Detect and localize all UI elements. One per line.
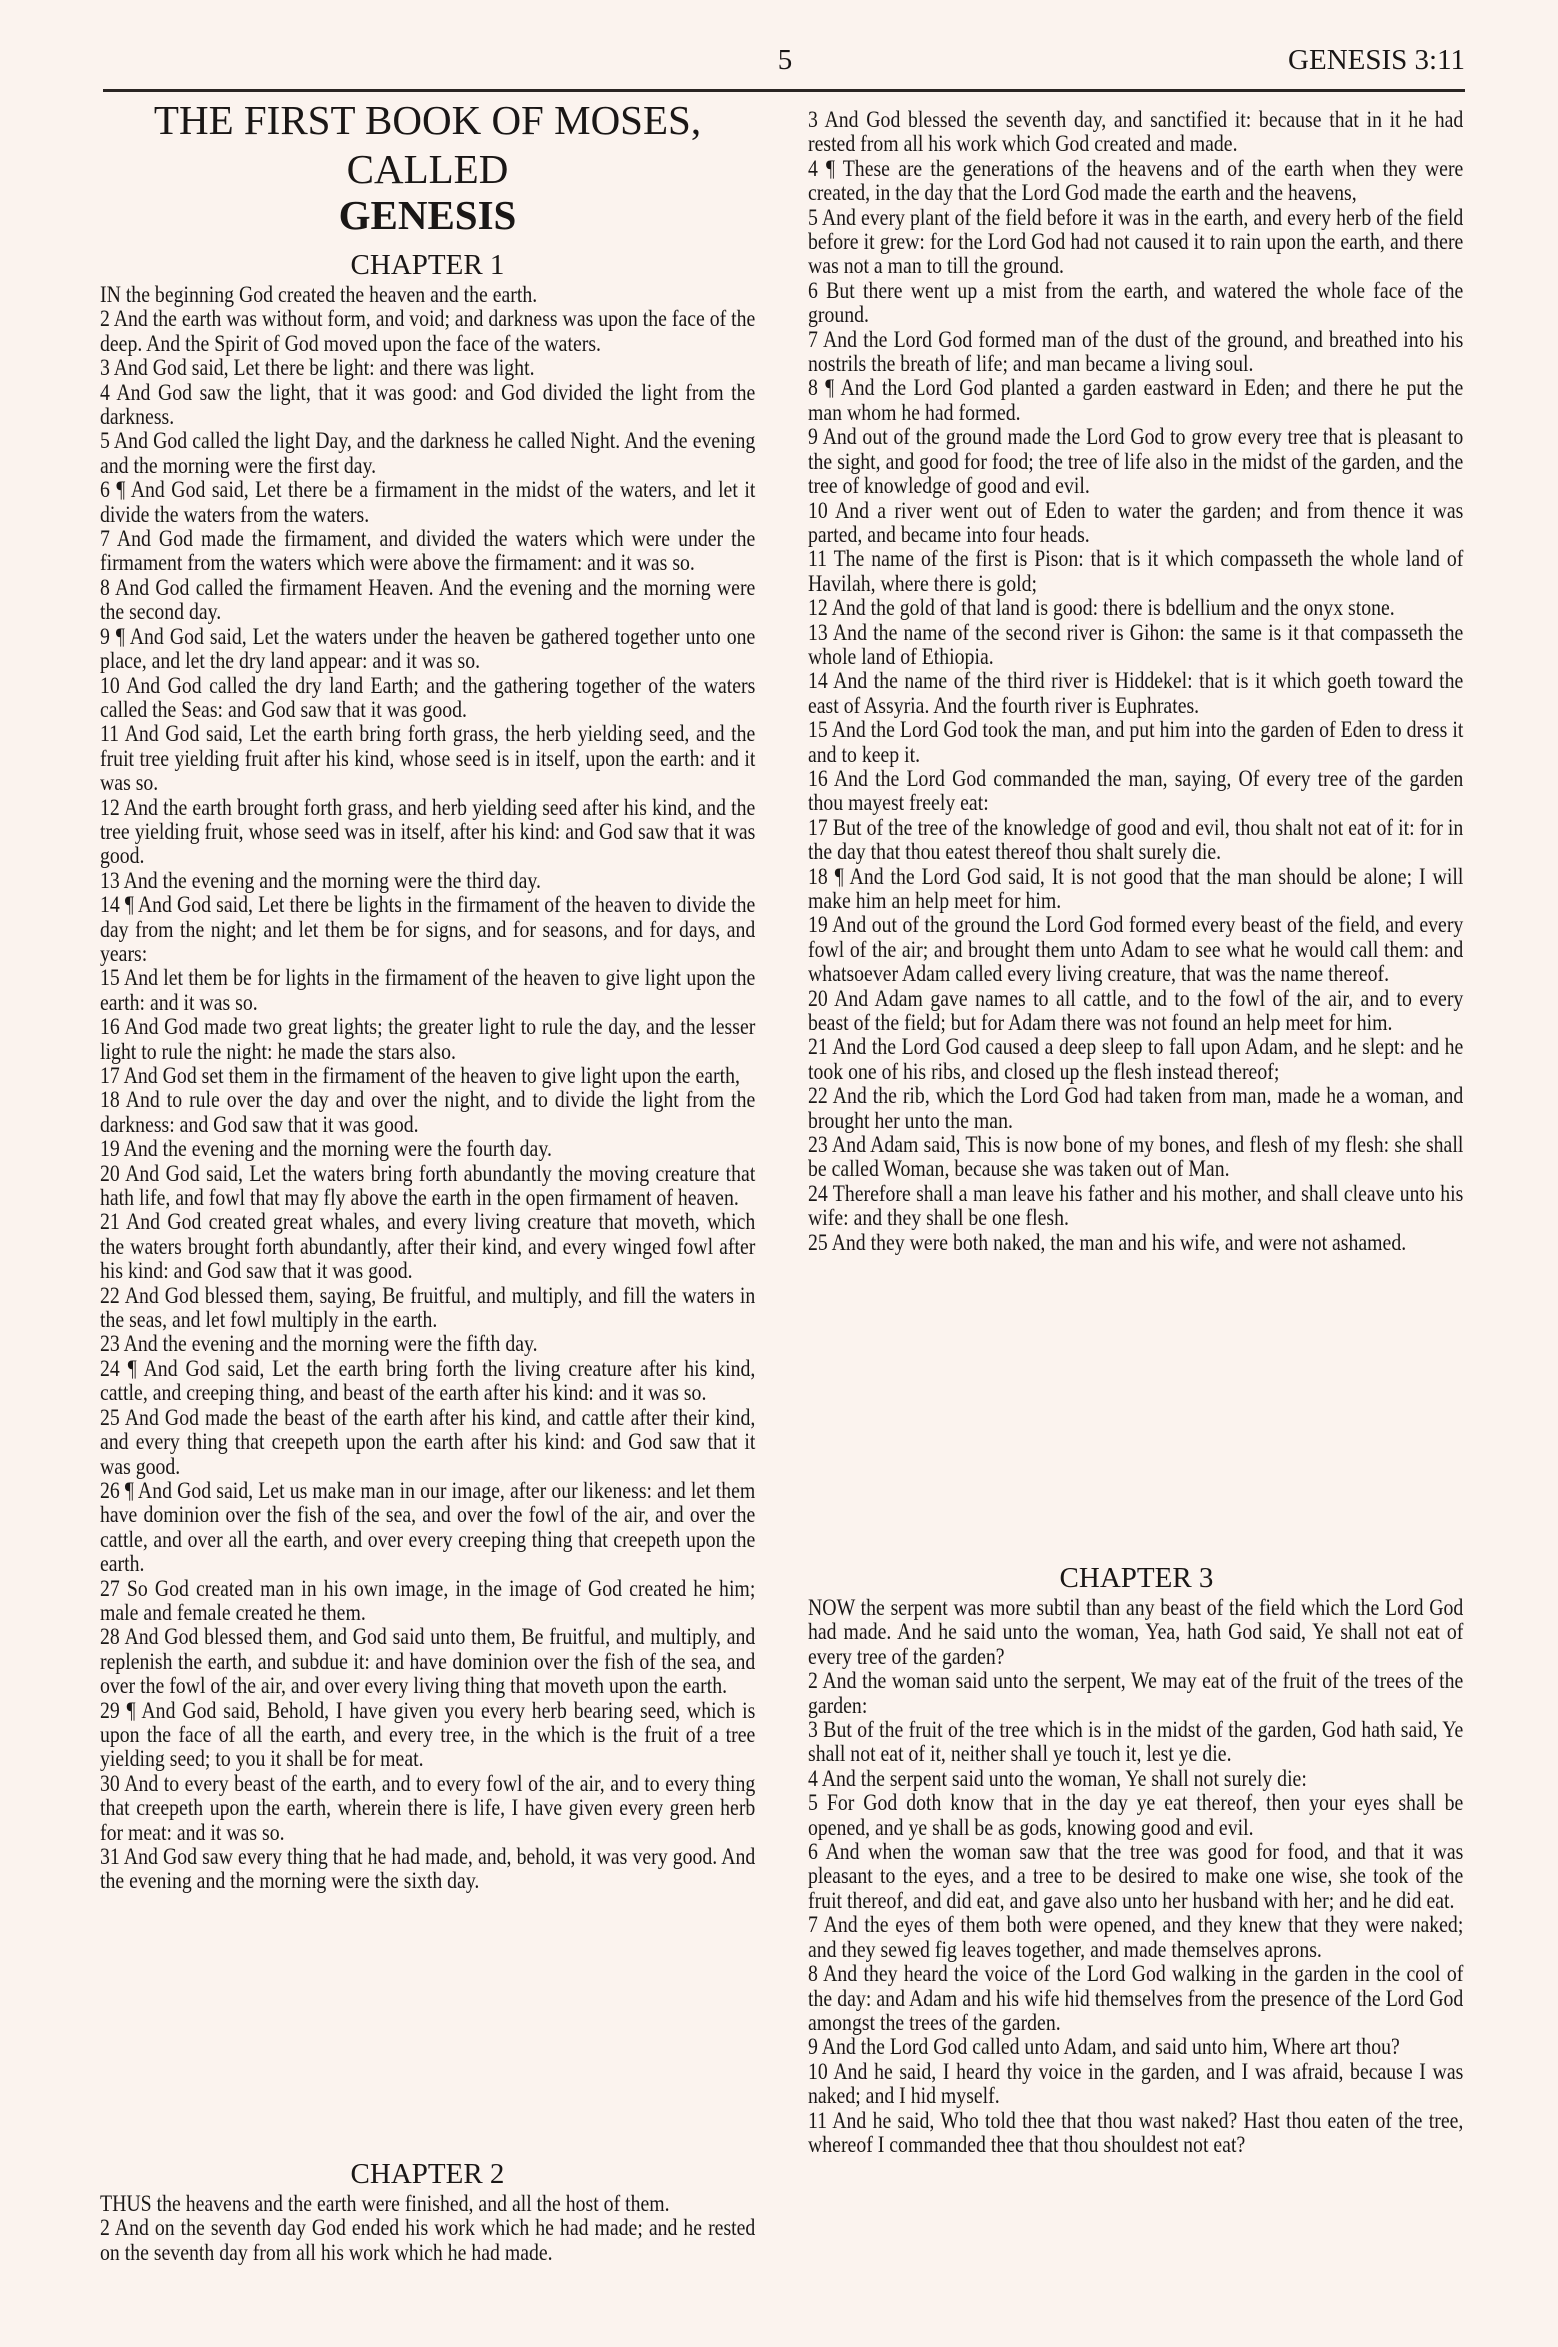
verse: 21 And the Lord God caused a deep sleep to fall upon Adam, and he slept: and he took one of his ribs, and closed up the flesh instead thereof; (808, 1034, 1464, 1084)
verse: 9 And the Lord God called unto Adam, and said unto him, Where art thou? (808, 2034, 1400, 2060)
chapter-3-heading: CHAPTER 3 (1059, 1562, 1214, 1594)
book-title-line-1: THE FIRST BOOK OF MOSES, (153, 97, 702, 143)
verse: 3 But of the fruit of the tree which is in the midst of the garden, God hath said, Ye shall not eat of it, neither shall ye touch it, lest ye die. (808, 1717, 1464, 1767)
verse: 19 And out of the ground the Lord God formed every beast of the field, and every fowl of the air; and brought them unto Adam to see what he would call them: and whatsoever Adam called every living creature, that was the name thereof. (808, 912, 1464, 987)
verse: 8 And they heard the voice of the Lord God walking in the garden in the cool of the day: and Adam and his wife hid themselves from the presence of the Lord God amongst the trees of the garden. (808, 1961, 1464, 2035)
book-title-genesis: GENESIS (338, 192, 517, 238)
verse: 18 And to rule over the day and over the night, and to divide the light from the darkness: and God saw that it was good. (100, 1087, 756, 1137)
verse: 27 So God created man in his own image, in the image of God created he him; male and female created he them. (100, 1575, 756, 1625)
verse: 16 And God made two great lights; the greater light to rule the day, and the lesser light to rule the night: he made the stars also. (100, 1014, 756, 1064)
verse: 28 And God blessed them, and God said unto them, Be fruitful, and multiply, and replenish the earth, and subdue it: and have dominion over the fish of the sea, and over the fowl of the air, and over every living thing that moveth upon the earth. (100, 1624, 756, 1699)
verse: 15 And let them be for lights in the firmament of the heaven to give light upon the earth: and it was so. (100, 965, 756, 1015)
chapter-2-text-left (100, 2192, 862, 2265)
verse: 20 And God said, Let the waters bring forth abundantly the moving creature that hath life, and fowl that may fly above the earth in the open firmament of heaven. (100, 1160, 756, 1211)
running-head: GENESIS 3:11 (1288, 44, 1465, 76)
verse: THUS the heavens and the earth were finished, and all the host of them. (100, 2191, 670, 2216)
verse: 13 And the evening and the morning were the third day. (100, 867, 541, 893)
verse: 15 And the Lord God took the man, and put him into the garden of Eden to dress it and to keep it. (808, 717, 1464, 767)
verse: 2 And the earth was without form, and void; and darkness was upon the face of the deep. And the Spirit of God moved upon the face of the waters. (100, 306, 756, 356)
verse: 17 And God set them in the firmament of the heaven to give light upon the earth, (100, 1063, 740, 1088)
verse: 5 And every plant of the field before it was in the earth, and every herb of the field before it grew: for the Lord God had not caused it to rain upon the earth, and there was not a man to till the ground. (808, 204, 1464, 279)
verse: 22 And God blessed them, saying, Be fruitful, and multiply, and fill the waters in the seas, and let fowl multiply in the earth. (100, 1282, 756, 1333)
verse: 4 ¶ These are the generations of the heavens and of the earth when they were created, in the day that the Lord God made the earth and the heavens, (808, 155, 1464, 206)
verse: 5 And God called the light Day, and the darkness he called Night. And the evening and the morning were the first day. (100, 428, 756, 478)
verse: 11 And he said, Who told thee that thou wast naked? Hast thou eaten of the tree, whereof I commanded thee that thou shouldest not eat? (808, 2107, 1464, 2157)
verse: 6 And when the woman saw that the tree was good for food, and that it was pleasant to the eyes, and a tree to be desired to make one wise, she took of the fruit thereof, and did eat, and gave also unto her husband with her; and he did eat. (808, 1839, 1464, 1913)
verse: 14 And the name of the third river is Hiddekel: that is it which goeth toward the east of Assyria. And the fourth river is Euphrates. (808, 668, 1464, 718)
verse: 12 And the earth brought forth grass, and herb yielding seed after his kind, and the tree yielding fruit, whose seed was in itself, after his kind: and God saw that it was good. (100, 794, 756, 869)
verse: 11 The name of the first is Pison: that is it which compasseth the whole land of Havilah, where there is gold; (808, 546, 1464, 596)
verse: 6 ¶ And God said, Let there be a firmament in the midst of the waters, and let it divide the waters from the waters. (100, 477, 756, 527)
verse: 9 ¶ And God said, Let the waters under the heaven be gathered together unto one place, and let the dry land appear: and it was so. (100, 623, 756, 674)
chapter-3-text (808, 1596, 1558, 2157)
book-title-line-2: CALLED (346, 146, 509, 192)
verse: 8 ¶ And the Lord God planted a garden eastward in Eden; and there he put the man whom he had formed. (808, 375, 1464, 425)
verse: IN the beginning God created the heaven and the earth. (100, 282, 538, 307)
verse: 2 And the woman said unto the serpent, We may eat of the fruit of the trees of the garden: (808, 1668, 1464, 1718)
chapter-2-text-right (808, 108, 1558, 1255)
verse: 21 And God created great whales, and every living creature that moveth, which the waters brought forth abundantly, after their kind, and every winged fowl after his kind: and God saw that it was good. (100, 1209, 756, 1284)
verse: 10 And a river went out of Eden to water the garden; and from thence it was parted, and became into four heads. (808, 497, 1464, 547)
verse: 7 And the Lord God formed man of the dust of the ground, and breathed into his nostrils the breath of life; and man became a living soul. (808, 326, 1464, 377)
verse: 20 And Adam gave names to all cattle, and to the fowl of the air, and to every beast of the field; but for Adam there was not found an help meet for him. (808, 985, 1464, 1036)
verse: 5 For God doth know that in the day ye eat thereof, then your eyes shall be opened, and ye shall be as gods, knowing good and evil. (808, 1790, 1464, 1840)
verse: 3 And God blessed the seventh day, and sanctified it: because that in it he had rested from all his work which God created and made. (808, 107, 1464, 157)
verse: 13 And the name of the second river is Gihon: the same is it that compasseth the whole land of Ethiopia. (808, 619, 1464, 669)
verse: 29 ¶ And God said, Behold, I have given you every herb bearing seed, which is upon the face of all the earth, and every tree, in the which is the fruit of a tree yielding seed; to you it shall be for meat. (100, 1697, 756, 1772)
verse: 11 And God said, Let the earth bring forth grass, the herb yielding seed, and the fruit tree yielding fruit after his kind, whose seed is in itself, upon the earth: and it was so. (100, 721, 756, 796)
verse: 18 ¶ And the Lord God said, It is not good that the man should be alone; I will make him an help meet for him. (808, 863, 1464, 913)
verse: 19 And the evening and the morning were the fourth day. (100, 1136, 552, 1162)
verse: 23 And the evening and the morning were the fifth day. (100, 1331, 538, 1357)
verse: 6 But there went up a mist from the earth, and watered the whole face of the ground. (808, 277, 1464, 328)
verse: 2 And on the seventh day God ended his work which he had made; and he rested on the seventh day from all his work which he had made. (100, 2215, 756, 2265)
verse: 23 And Adam said, This is now bone of my bones, and flesh of my flesh: she shall be called Woman, because she was taken out of Man. (808, 1132, 1464, 1182)
verse: 22 And the rib, which the Lord God had taken from man, made he a woman, and brought her unto the man. (808, 1083, 1464, 1133)
verse: 24 Therefore shall a man leave his father and his mother, and shall cleave unto his wife: and they shall be one flesh. (808, 1180, 1464, 1231)
chapter-2-heading: CHAPTER 2 (350, 2158, 505, 2190)
verse: 4 And the serpent said unto the woman, Ye shall not surely die: (808, 1765, 1307, 1791)
verse: 25 And God made the beast of the earth after his kind, and cattle after their kind, and every thing that creepeth upon the earth after his kind: and God saw that it was good. (100, 1404, 756, 1479)
verse: 16 And the Lord God commanded the man, saying, Of every tree of the garden thou mayest freely eat: (808, 765, 1464, 816)
verse: 30 And to every beast of the earth, and to every fowl of the air, and to every thing that creepeth upon the earth, wherein there is life, I have given every green herb for meat: and it was so. (100, 1770, 756, 1845)
verse: 14 ¶ And God said, Let there be lights in the firmament of the heaven to divide the day from the night; and let them be for signs, and for seasons, and for days, and years: (100, 892, 756, 966)
verse: 26 ¶ And God said, Let us make man in our image, after our likeness: and let them have dominion over the fish of the sea, and over the fowl of the air, and over the cattle, and over all the earth, and over every creeping thing that creepeth upon the earth. (100, 1477, 756, 1577)
verse: 25 And they were both naked, the man and his wife, and were not ashamed. (808, 1229, 1407, 1255)
verse: 4 And God saw the light, that it was good: and God divided the light from the darkness. (100, 379, 756, 430)
page-number: 5 (777, 44, 793, 76)
chapter-1-text (100, 283, 862, 1894)
verse: 9 And out of the ground made the Lord God to grow every tree that is pleasant to the sight, and good for food; the tree of life also in the midst of the garden, and the tree of knowledge of good and evil. (808, 424, 1464, 499)
verse: NOW the serpent was more subtil than any beast of the field which the Lord God had made. And he said unto the woman, Yea, hath God said, Ye shall not eat of every tree of the garden? (808, 1595, 1464, 1669)
verse: 17 But of the tree of the knowledge of good and evil, thou shalt not eat of it: for in the day that thou eatest thereof thou shalt surely die. (808, 814, 1464, 865)
header-rule (103, 89, 1465, 92)
chapter-1-heading: CHAPTER 1 (350, 249, 505, 281)
verse: 3 And God said, Let there be light: and there was light. (100, 355, 535, 381)
verse: 12 And the gold of that land is good: there is bdellium and the onyx stone. (808, 595, 1395, 621)
verse: 8 And God called the firmament Heaven. And the evening and the morning were the second day. (100, 574, 756, 625)
verse: 31 And God saw every thing that he had made, and, behold, it was very good. And the evening and the morning were the sixth day. (100, 1844, 756, 1894)
verse: 10 And God called the dry land Earth; and the gathering together of the waters called the Seas: and God saw that it was good. (100, 672, 756, 722)
verse: 24 ¶ And God said, Let the earth bring forth the living creature after his kind, cattle, and creeping thing, and beast of the earth after his kind: and it was so. (100, 1355, 756, 1406)
verse: 7 And the eyes of them both were opened, and they knew that they were naked; and they sewed fig leaves together, and made themselves aprons. (808, 1912, 1464, 1962)
verse: 7 And God made the firmament, and divided the waters which were under the firmament from the waters which were above the firmament: and it was so. (100, 526, 756, 576)
verse: 10 And he said, I heard thy voice in the garden, and I was afraid, because I was naked; and I hid myself. (808, 2058, 1464, 2109)
